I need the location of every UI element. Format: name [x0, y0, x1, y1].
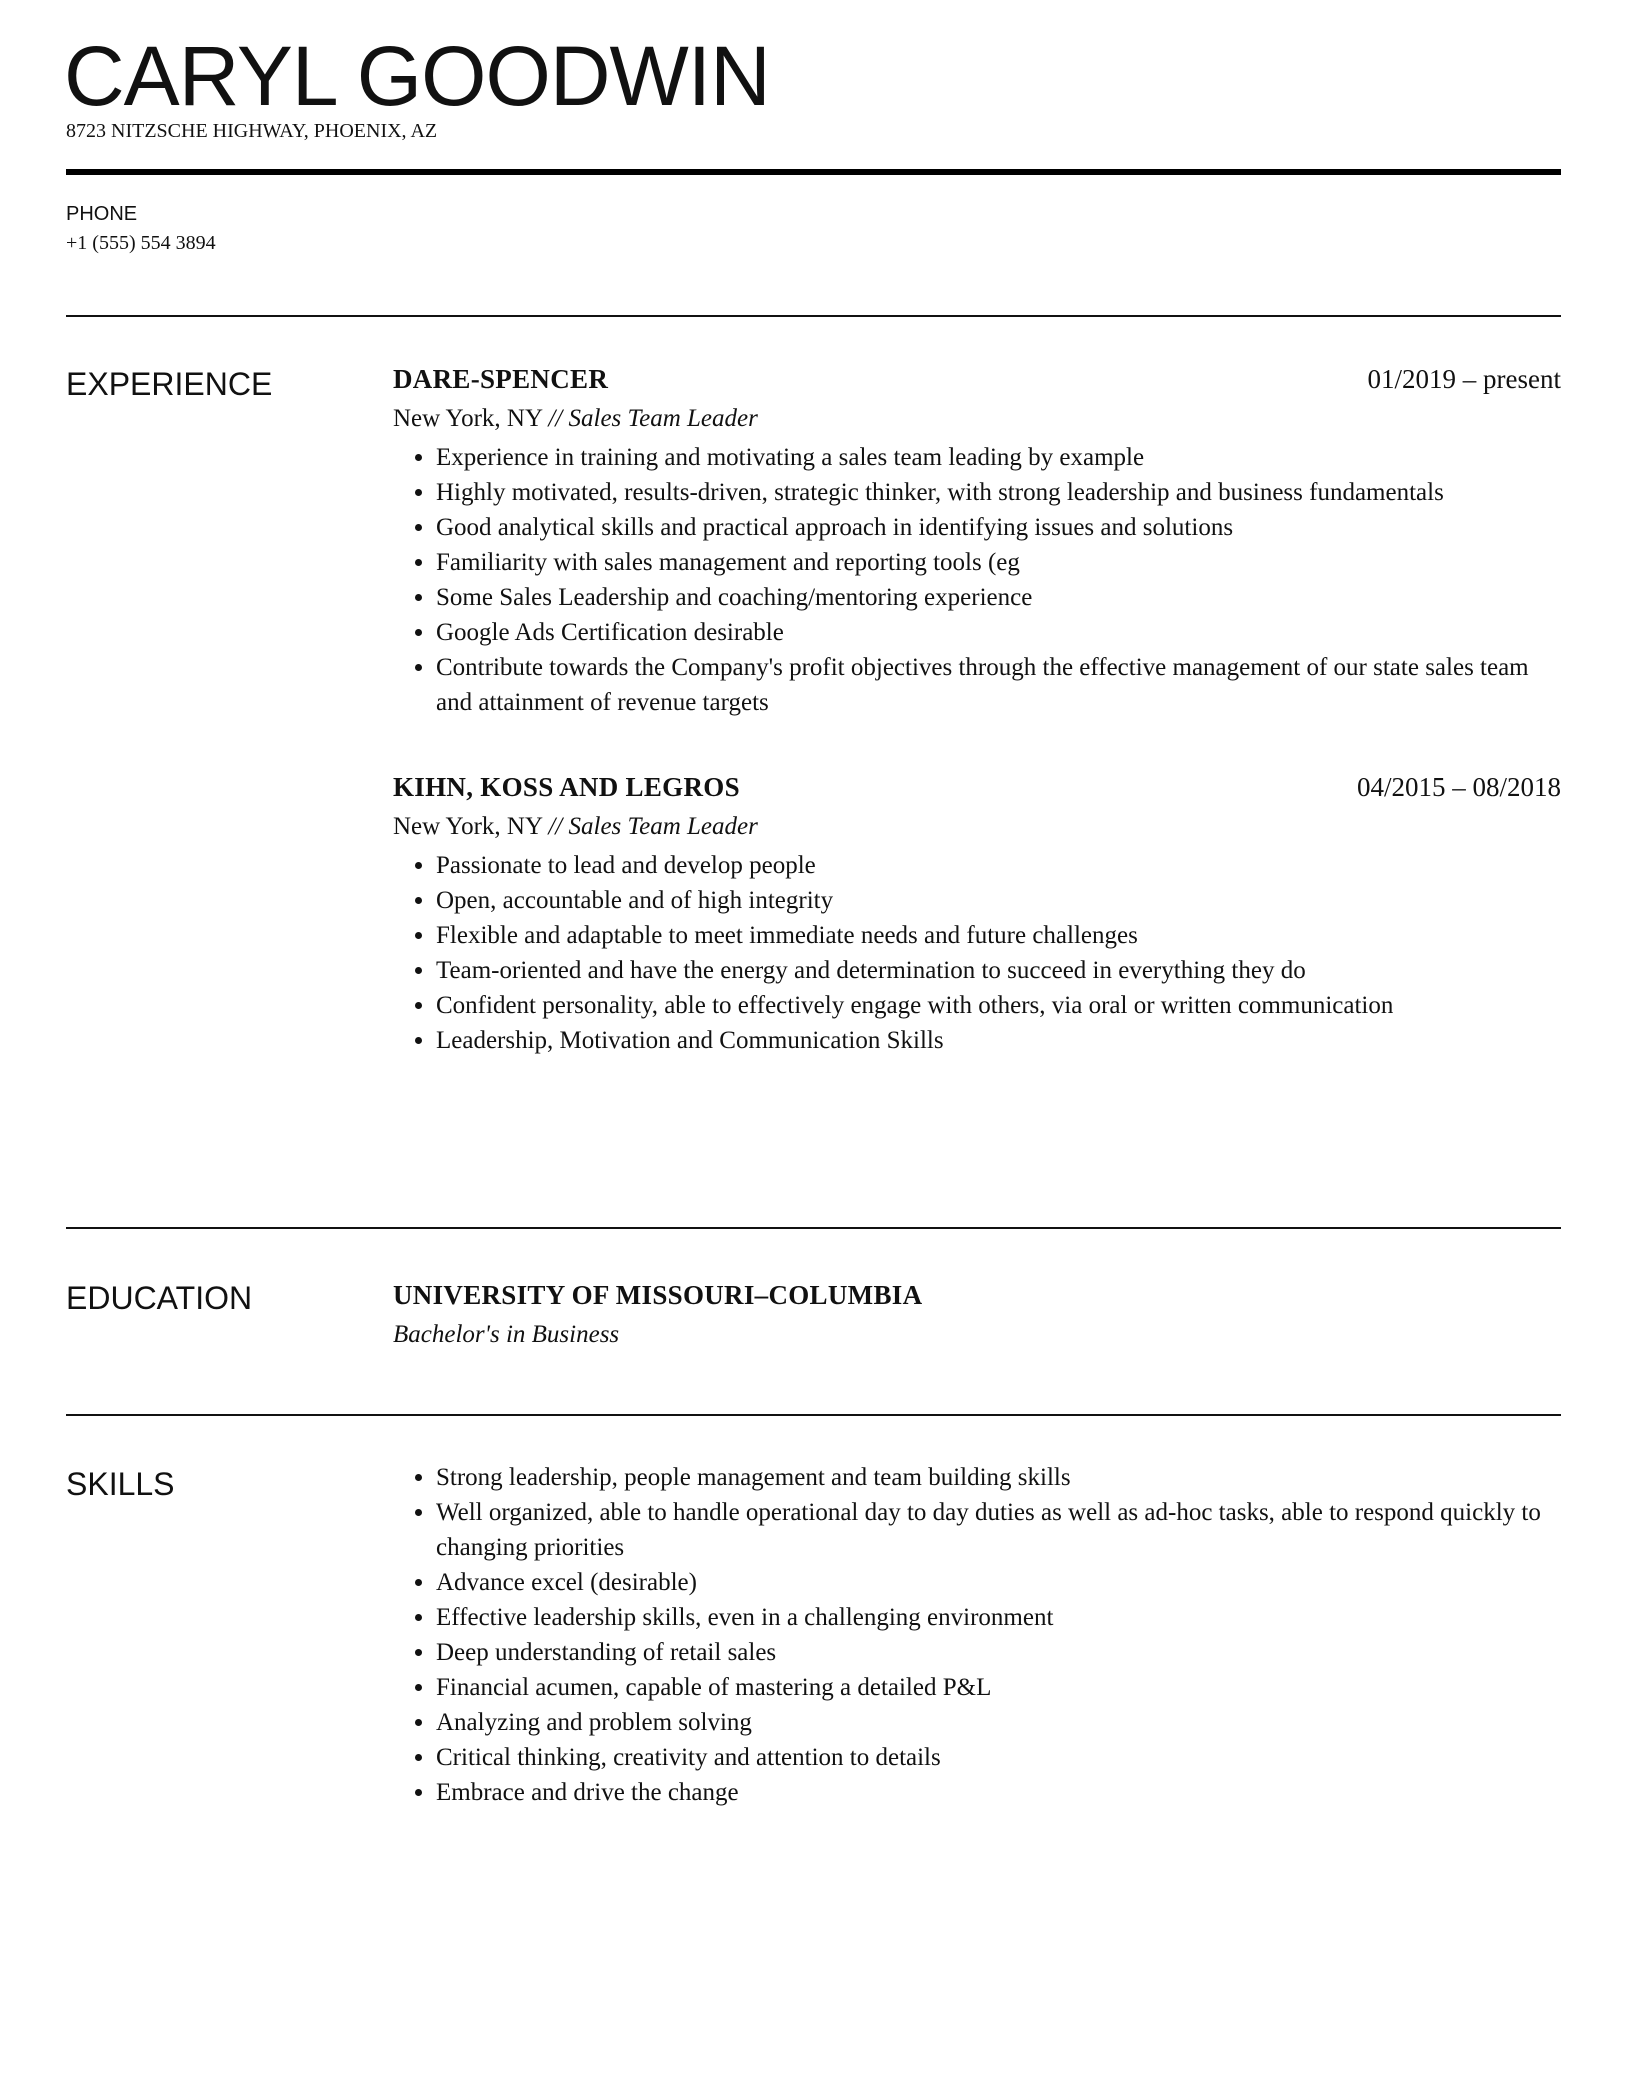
company-name: DARE-SPENCER: [393, 364, 609, 394]
list-item: • Critical thinking, creativity and attention to details: [436, 1740, 1561, 1775]
list-item: • Familiarity with sales management and reporting tools (eg: [436, 545, 1561, 580]
list-item: • Financial acumen, capable of mastering a detailed P&L: [436, 1670, 1561, 1705]
section-divider: [66, 1414, 1561, 1416]
job-dates: 01/2019 – present: [1367, 364, 1561, 394]
job-location: New York, NY: [393, 813, 543, 840]
skills-section: [393, 1460, 1561, 1810]
list-item: • Strong leadership, people management and team building skills: [436, 1460, 1561, 1495]
header-divider: [66, 169, 1561, 175]
section-divider: [66, 1227, 1561, 1229]
list-item: • Highly motivated, results-driven, strategic thinker, with strong leadership and business fundamentals: [436, 475, 1561, 510]
skills-list: [393, 1460, 1561, 1810]
list-item: • Some Sales Leadership and coaching/mentoring experience: [436, 580, 1561, 615]
job-title: Sales Team Leader: [568, 405, 758, 432]
list-item: • Embrace and drive the change: [436, 1775, 1561, 1810]
list-item: • Confident personality, able to effectively engage with others, via oral or written communication: [436, 988, 1561, 1023]
experience-heading: EXPERIENCE: [66, 366, 273, 402]
job-location: New York, NY: [393, 405, 543, 432]
phone-number: +1 (555) 554 3894: [66, 232, 216, 254]
candidate-name: CARYL GOODWIN: [64, 29, 770, 123]
separator: //: [548, 813, 563, 840]
company-name: KIHN, KOSS AND LEGROS: [393, 772, 740, 802]
skills-heading: SKILLS: [66, 1466, 175, 1502]
job-entry: [393, 362, 1561, 720]
phone-label: PHONE: [66, 203, 138, 225]
list-item: • Passionate to lead and develop people: [436, 848, 1561, 883]
job-bullets: [393, 440, 1561, 720]
list-item: • Analyzing and problem solving: [436, 1705, 1561, 1740]
list-item: • Effective leadership skills, even in a challenging environment: [436, 1600, 1561, 1635]
list-item: • Team-oriented and have the energy and determination to succeed in everything they do: [436, 953, 1561, 988]
job-entry: [393, 770, 1561, 1058]
experience-section: [393, 362, 1561, 1058]
list-item: • Google Ads Certification desirable: [436, 615, 1561, 650]
list-item: • Open, accountable and of high integrity: [436, 883, 1561, 918]
list-item: • Good analytical skills and practical approach in identifying issues and solutions: [436, 510, 1561, 545]
job-title: Sales Team Leader: [568, 813, 758, 840]
address: 8723 NITZSCHE HIGHWAY, PHOENIX, AZ: [66, 120, 438, 142]
education-heading: EDUCATION: [66, 1280, 253, 1316]
separator: //: [548, 405, 563, 432]
degree: Bachelor's in Business: [393, 1321, 620, 1348]
job-bullets: [393, 848, 1561, 1058]
list-item: • Well organized, able to handle operational day to day duties as well as ad-hoc tasks, able to respond quickly to changing priorities: [436, 1495, 1561, 1565]
list-item: • Leadership, Motivation and Communication Skills: [436, 1023, 1561, 1058]
education-section: [393, 1278, 1561, 1352]
list-item: • Contribute towards the Company's profit objectives through the effective management of our state sales team and attainment of revenue targets: [436, 650, 1561, 720]
list-item: • Experience in training and motivating a sales team leading by example: [436, 440, 1561, 475]
list-item: • Flexible and adaptable to meet immediate needs and future challenges: [436, 918, 1561, 953]
list-item: • Deep understanding of retail sales: [436, 1635, 1561, 1670]
school-name: UNIVERSITY OF MISSOURI–COLUMBIA: [393, 1280, 923, 1310]
section-divider: [66, 315, 1561, 317]
list-item: • Advance excel (desirable): [436, 1565, 1561, 1600]
job-dates: 04/2015 – 08/2018: [1356, 772, 1561, 802]
